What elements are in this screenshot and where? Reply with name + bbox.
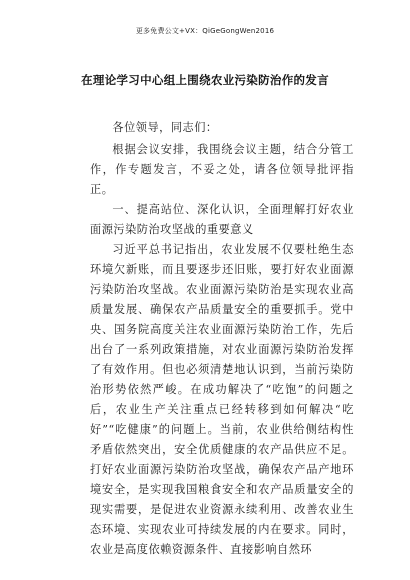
section-heading: 一、提高站位、深化认识，全面理解打好农业面源污染防治攻坚战的重要意义	[90, 203, 354, 236]
salutation: 各位领导，同志们：	[112, 121, 218, 134]
paragraph-intro: 根据会议安排，我围绕会议主题，结合分管工作，作专题发言，不妥之处，请各位领导批评指正。	[90, 143, 354, 196]
paragraph-body: 习近平总书记指出，农业发展不仅要杜绝生态环境欠新账，而且要逐步还旧账，要打好农业面源污染防治攻坚战。农业面源污染防治是实现农业高质量发展、确保农产品质量安全的重要抓手。党中央、国务院高度关注农业面源污染防治工作，先后出台了一系列政策措施，对农业面源污染防治发挥了有效作用。但也必须清楚地认识到，当前污染防治形势依然严峻。在成功解决了“吃饱”的问题之后，农业生产关注重点已经转移到如何解决“吃好”“吃健康”的问题上。当前，农业供给侧结构性矛盾依然突出，安全优质健康的农产品供应不足。打好农业面源污染防治攻坚战，确保农产品产地环境安全，是实现我国粮食安全和农产品质量安全的现实需要，是促进农业资源永续利用、改善农业生态环境、实现农业可持续发展的内在要求。同时，农业是高度依赖资源条件、直接影响自然环	[90, 243, 354, 556]
document-title: 在理论学习中心组上围绕农业污染防治作的发言	[81, 73, 329, 87]
header-note: 更多免费公文+VX：QiGeGongWen2016	[135, 27, 275, 35]
document-body	[90, 118, 354, 560]
